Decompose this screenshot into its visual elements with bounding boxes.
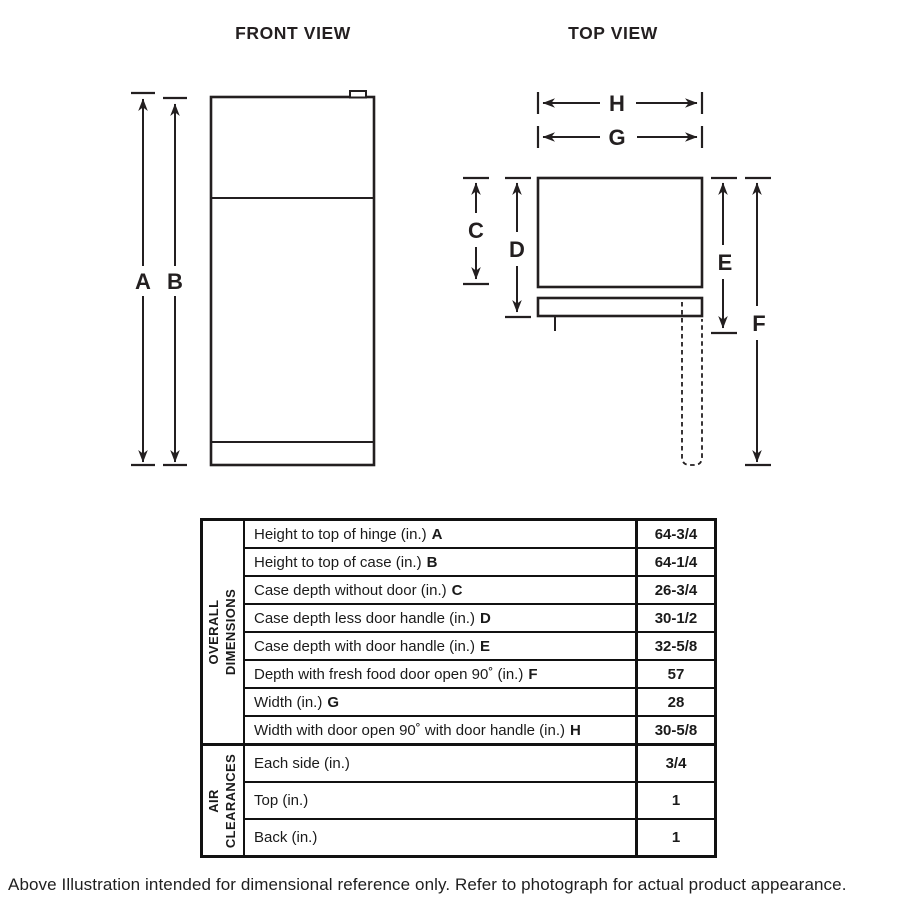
front-view xyxy=(131,23,374,465)
row-label: Depth with fresh food door open 90˚ (in.) xyxy=(254,665,524,683)
row-value: 57 xyxy=(635,661,714,687)
row-dim-letter: G xyxy=(327,693,340,711)
row-value: 26-3/4 xyxy=(635,577,714,603)
door-open-dashed-path xyxy=(682,302,702,465)
row-value: 3/4 xyxy=(635,746,714,781)
row-label: Case depth with door handle (in.) xyxy=(254,637,475,655)
footer-disclaimer: Above Illustration intended for dimensional reference only. Refer to photograph for actual product appearance. xyxy=(8,875,847,894)
section-header-line: AIR xyxy=(206,788,222,813)
dim-label-b: B xyxy=(167,269,183,294)
row-value: 1 xyxy=(635,783,714,818)
dim-label-e: E xyxy=(717,250,733,275)
overall-dimensions-header xyxy=(203,521,245,743)
dimension-arrow-f xyxy=(745,178,771,465)
row-label: Case depth without door (in.) xyxy=(254,581,447,599)
top-view xyxy=(463,23,771,465)
row-value: 64-3/4 xyxy=(635,521,714,547)
dimensions-table xyxy=(200,518,717,858)
row-label: Width with door open 90˚ with door handle (in.) xyxy=(254,721,566,739)
table-row xyxy=(245,783,714,820)
table-row xyxy=(245,521,714,549)
overall-dimensions-section xyxy=(203,521,714,743)
row-dim-letter: A xyxy=(431,525,443,543)
table-row xyxy=(245,689,714,717)
dimension-arrow-h xyxy=(538,91,702,116)
table-row xyxy=(245,717,714,743)
row-value: 32-5/8 xyxy=(635,633,714,659)
row-label: Each side (in.) xyxy=(254,755,350,772)
dim-label-h: H xyxy=(609,91,625,116)
table-row xyxy=(245,605,714,633)
row-value: 30-5/8 xyxy=(635,717,714,743)
row-label: Back (in.) xyxy=(254,829,318,846)
fridge-top-door xyxy=(538,298,702,316)
row-value: 28 xyxy=(635,689,714,715)
fridge-top-case xyxy=(538,178,702,287)
row-label: Height to top of case (in.) xyxy=(254,553,422,571)
table-row xyxy=(245,820,714,855)
row-label: Case depth less door handle (in.) xyxy=(254,609,475,627)
row-value: 64-1/4 xyxy=(635,549,714,575)
fridge-front-outline xyxy=(211,97,374,465)
row-dim-letter: B xyxy=(426,553,438,571)
air-clearances-header xyxy=(203,746,245,855)
dimension-arrow-e xyxy=(711,178,737,333)
front-view-title: FRONT VIEW xyxy=(235,23,351,43)
row-label: Height to top of hinge (in.) xyxy=(254,525,427,543)
section-header-line: OVERALL xyxy=(206,599,222,665)
row-value: 30-1/2 xyxy=(635,605,714,631)
fridge-hinge xyxy=(350,91,366,98)
section-header-line: DIMENSIONS xyxy=(223,588,238,676)
row-dim-letter: F xyxy=(528,665,538,683)
dim-label-c: C xyxy=(468,218,484,243)
dim-label-a: A xyxy=(135,269,151,294)
air-clearances-section xyxy=(203,743,714,855)
row-value: 1 xyxy=(635,820,714,855)
row-dim-letter: H xyxy=(570,721,581,739)
dim-label-d: D xyxy=(509,237,525,262)
dimension-arrow-c xyxy=(463,178,489,284)
table-row xyxy=(245,549,714,577)
table-row xyxy=(245,661,714,689)
dim-label-f: F xyxy=(752,311,766,336)
dimension-arrow-d xyxy=(505,178,531,317)
row-label: Top (in.) xyxy=(254,792,309,809)
row-dim-letter: C xyxy=(451,581,463,599)
dim-label-g: G xyxy=(608,125,626,150)
table-row xyxy=(245,633,714,661)
dimension-arrow-g xyxy=(538,125,702,150)
table-row xyxy=(245,746,714,783)
top-view-title: TOP VIEW xyxy=(568,23,658,43)
dimension-arrow-a xyxy=(131,93,155,465)
row-dim-letter: D xyxy=(479,609,491,627)
section-header-line: CLEARANCES xyxy=(223,753,238,848)
row-label: Width (in.) xyxy=(254,693,323,711)
dimension-arrow-b xyxy=(163,98,187,465)
row-dim-letter: E xyxy=(479,637,490,655)
table-row xyxy=(245,577,714,605)
